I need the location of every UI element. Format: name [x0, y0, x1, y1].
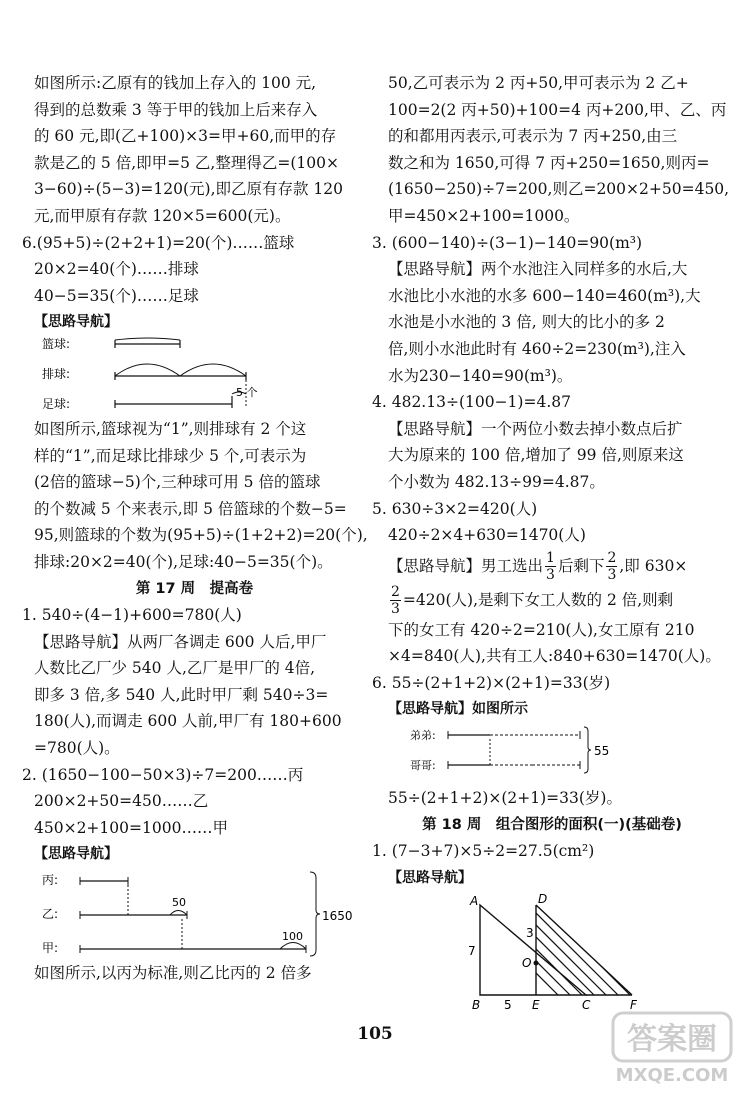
question-3-answer: 3. (600−140)÷(3−1)−140=90(m³): [372, 233, 643, 252]
text-line: 180(人),而调走 600 人前,甲厂有 180+600: [34, 712, 342, 731]
text-segment: ,即 630×: [619, 556, 688, 575]
left-paragraph-2: [22, 416, 367, 576]
point-E: E: [532, 998, 540, 1013]
watermark-logo: [607, 1009, 742, 1089]
text-line: 420÷2×4+630=1470(人): [388, 526, 586, 545]
text-segment: 【思路导航】男工选出: [388, 556, 544, 575]
numerator: 2: [391, 584, 400, 601]
text-line: (2倍的篮球−5)个,三种球可用 5 倍的篮球: [34, 473, 321, 492]
text-line: 3−60)÷(5−3)=120(元),即乙原有存款 120: [34, 180, 344, 199]
text-line: ×4=840(人),共有工人:840+630=1470(人)。: [388, 647, 721, 666]
point-B: B: [472, 998, 481, 1013]
text-line: 甲=450×2+100=1000。: [388, 206, 580, 225]
fraction-one-third: [545, 550, 556, 583]
question-2-answer: 2. (1650−100−50×3)÷7=200……丙: [22, 765, 304, 784]
geometry-figure: [372, 891, 732, 1013]
text-line: =780(人)。: [34, 739, 120, 758]
fifty-label: 50: [172, 896, 186, 910]
guide-heading: 【思路导航】: [34, 846, 118, 863]
watermark-url: MXQE.COM: [615, 1065, 729, 1086]
label-football: 足球:: [42, 396, 71, 411]
label-yi: 乙:: [42, 907, 59, 922]
total-55: 55: [594, 744, 610, 759]
text-line: 得到的总数乘 3 等于甲的钱加上后来存入: [34, 100, 318, 119]
text-line-with-fraction: [372, 583, 732, 617]
point-F: F: [630, 998, 637, 1013]
five-label: 5 个: [236, 385, 258, 399]
text-line: 如图所示:乙原有的钱加上存入的 100 元,: [34, 74, 317, 92]
text-line-with-fractions: [372, 549, 732, 583]
text-line: 200×2+50=450……乙: [34, 792, 209, 811]
text-line: 即多 3 倍,多 540 人,此时甲厂剩 540÷3=: [34, 685, 329, 704]
text-line: 55÷(2+1+2)×(2+1)=33(岁)。: [388, 789, 622, 808]
age-diagram: [372, 723, 732, 785]
text-line: (1650−250)÷7=200,则乙=200×2+50=450,: [388, 180, 730, 199]
text-segment: 后剩下: [557, 556, 605, 575]
text-line: 大为原来的 100 倍,增加了 99 倍,则原来这: [388, 446, 684, 465]
point-O: O: [522, 956, 532, 971]
question-6-answer: 6. 55÷(2+1+2)×(2+1)=33(岁): [372, 673, 611, 692]
text-line: 如图所示,篮球视为“1”,则排球有 2 个这: [34, 419, 307, 438]
label-younger-brother: 弟弟:: [410, 729, 436, 743]
page-number: 105: [357, 1024, 393, 1044]
question-4-answer: 4. 482.13÷(100−1)=4.87: [372, 393, 571, 412]
text-line: 100=2(2 丙+50)+100=4 丙+200,甲、乙、丙: [388, 100, 727, 119]
money-diagram: [22, 868, 367, 960]
guide-heading: 【思路导航】如图所示: [388, 701, 528, 718]
label-basketball: 篮球:: [42, 336, 71, 351]
total-1650: 1650: [322, 909, 353, 924]
text-line: 【思路导航】一个两位小数去掉小数点后扩: [388, 419, 683, 438]
question-5-answer: 5. 630÷3×2=420(人): [372, 499, 538, 518]
numerator: 1: [546, 550, 555, 567]
text-line: 【思路导航】从两厂各调走 600 人后,甲厂: [34, 632, 327, 651]
watermark-text: 答案圈: [627, 1022, 717, 1057]
right-column: [372, 70, 732, 1013]
label-jia: 甲:: [42, 941, 59, 956]
length-3: 3: [526, 926, 534, 941]
point-A: A: [470, 894, 479, 909]
week-18-heading: 第 18 周 组合图形的面积(一)(基础卷): [422, 816, 682, 833]
text-line: 个小数为 482.13÷99=4.87。: [388, 472, 605, 491]
text-line: 数之和为 1650,可得 7 丙+250=1650,则丙=: [388, 153, 710, 172]
text-line: 下的女工有 420÷2=210(人),女工原有 210: [388, 620, 695, 639]
text-line: 450×2+100=1000……甲: [34, 818, 228, 837]
label-bing: 丙:: [42, 873, 59, 888]
label-volleyball: 排球:: [42, 366, 71, 381]
watermark-svg: [607, 1009, 742, 1089]
text-segment: =420(人),是剩下女工人数的 2 倍,则剩: [402, 590, 674, 609]
text-line: 50,乙可表示为 2 丙+50,甲可表示为 2 乙+: [388, 74, 689, 92]
guide-heading: 【思路导航】: [34, 314, 118, 331]
fraction-two-thirds: [390, 584, 401, 617]
week18-question-1-answer: 1. (7−3+7)×5÷2=27.5(cm²): [372, 842, 595, 861]
geometry-figure-svg: [372, 891, 672, 1013]
question-6-answer: 6.(95+5)÷(2+2+1)=20(个)……篮球: [22, 233, 295, 252]
week-17-heading: 第 17 周 提高卷: [135, 580, 254, 597]
text-line: 95,则篮球的个数为(95+5)÷(1+2+2)=20(个),: [34, 526, 368, 545]
left-column: [22, 70, 367, 987]
text-line: 样的“1”,而足球比排球少 5 个,可表示为: [34, 446, 307, 465]
text-line: 排球:20×2=40(个),足球:40−5=35(个)。: [34, 552, 333, 571]
text-line: 人数比乙厂少 540 人,乙厂是甲厂的 4倍,: [34, 659, 316, 678]
text-line: 的和都用丙表示,可表示为 7 丙+250,由三: [388, 127, 678, 146]
text-line: 的个数减 5 个来表示,即 5 倍篮球的个数−5=: [34, 499, 347, 518]
ball-diagram-svg: [22, 336, 352, 416]
text-line: 40−5=35(个)……足球: [34, 286, 199, 305]
text-line: 款是乙的 5 倍,即甲=5 乙,整理得乙=(100×: [34, 153, 339, 172]
text-line: 如图所示,以丙为标准,则乙比丙的 2 倍多: [34, 964, 312, 983]
text-line: 水池是小水池的 3 倍, 则大的比小的多 2: [388, 313, 665, 332]
question-1-answer: 1. 540÷(4−1)+600=780(人): [22, 606, 242, 625]
length-7: 7: [468, 944, 476, 959]
text-line: 【思路导航】两个水池注入同样多的水后,大: [388, 260, 688, 279]
text-line: 倍,则小水池此时有 460÷2=230(m³),注入: [388, 339, 686, 358]
text-line: 20×2=40(个)……排球: [34, 260, 199, 279]
numerator: 2: [607, 550, 617, 567]
length-5: 5: [504, 998, 512, 1013]
left-paragraph-1: [22, 70, 367, 230]
text-line: 元,而甲原有存款 120×5=600(元)。: [34, 206, 291, 225]
fraction-two-thirds: [606, 550, 617, 583]
label-older-brother: 哥哥:: [410, 759, 436, 773]
point-C: C: [582, 998, 591, 1013]
denominator: 3: [391, 601, 400, 618]
text-line: 的 60 元,即(乙+100)×3=甲+60,而甲的存: [34, 127, 337, 146]
guide-heading: 【思路导航】: [388, 869, 472, 886]
money-diagram-svg: [22, 868, 362, 960]
point-D: D: [538, 892, 548, 907]
text-line: 水为230−140=90(m³)。: [388, 366, 573, 385]
ball-diagram: [22, 336, 367, 416]
text-line: 水池比小水池的水多 600−140=460(m³),大: [388, 286, 701, 305]
denominator: 3: [607, 567, 617, 584]
denominator: 3: [546, 567, 555, 584]
hundred-label: 100: [282, 930, 303, 944]
age-diagram-svg: [372, 723, 672, 785]
